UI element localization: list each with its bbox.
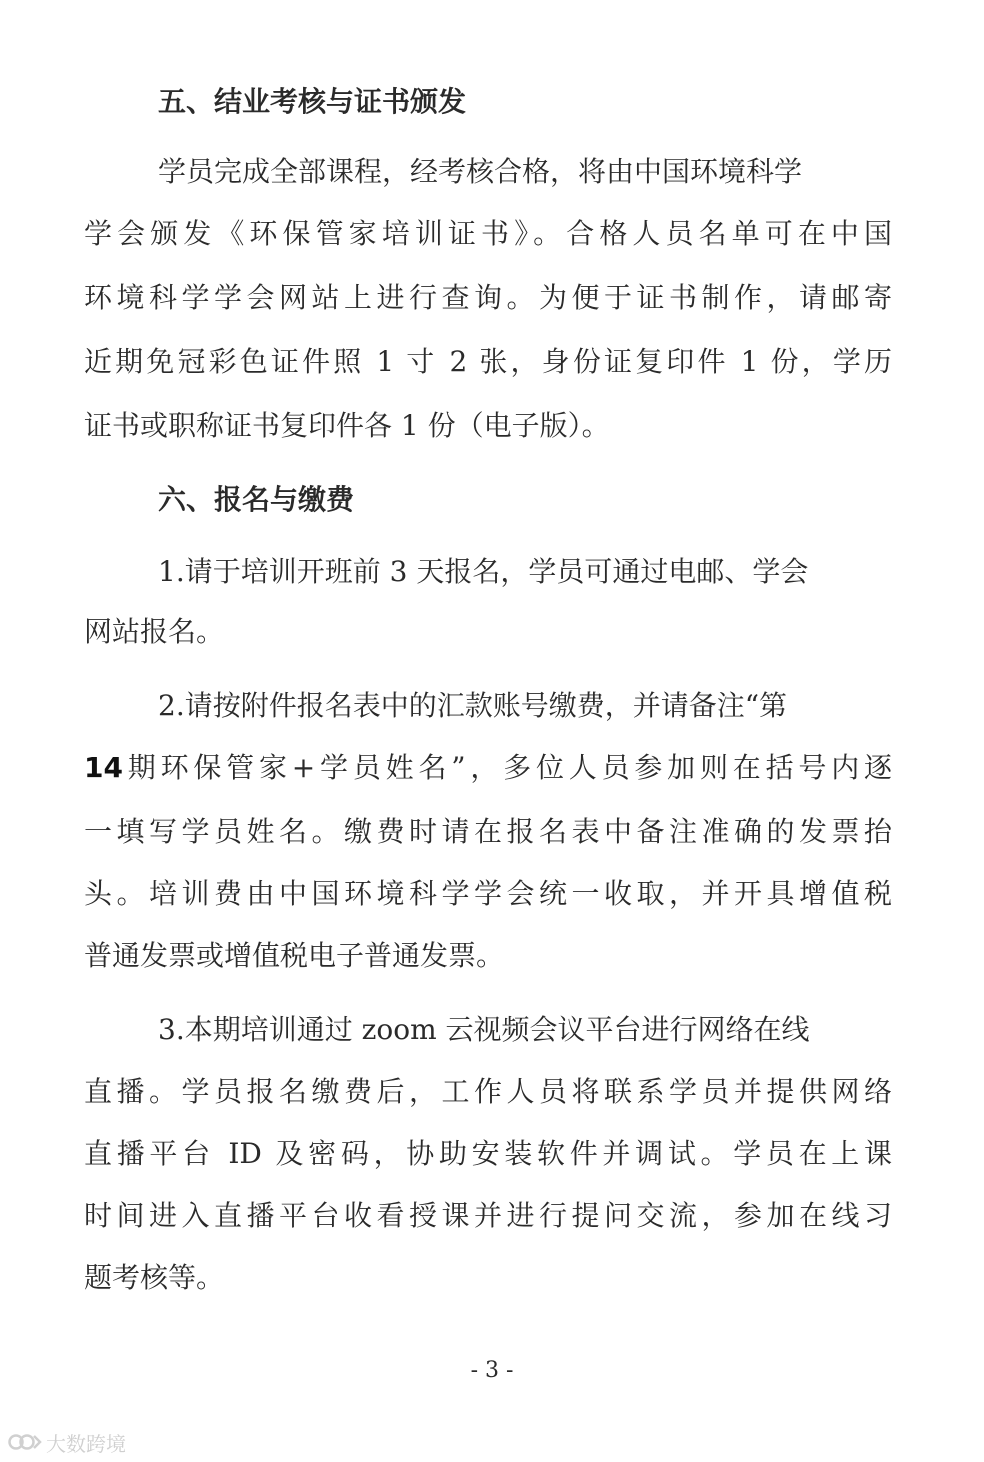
watermark-text: 大数跨境: [46, 1431, 126, 1456]
paragraph-line: 学员完成全部课程，经考核合格，将由中国环境科学: [158, 155, 803, 188]
page-number: - 3 -: [470, 1358, 514, 1383]
paragraph-line: 头。培训费由中国环境科学学会统一收取，并开具增值税: [84, 877, 892, 910]
paragraph-line: [84, 748, 892, 788]
paragraph-line: 网站报名。: [84, 615, 225, 648]
paragraph-line: 环境科学学会网站上进行查询。为便于证书制作，请邮寄: [84, 281, 892, 314]
paragraph-line: 学会颁发《环保管家培训证书》。合格人员名单可在中国: [84, 217, 892, 250]
paragraph-line: 一填写学员姓名。缴费时请在报名表中备注准确的发票抬: [84, 815, 892, 848]
paragraph-line: 1.请于培训开班前 3 天报名，学员可通过电邮、学会: [158, 555, 809, 588]
paragraph-line-text: 期环保管家+学员姓名”，多位人员参加则在括号内逐: [122, 751, 892, 784]
brand-logo-icon: [8, 1431, 42, 1453]
watermark: [8, 1428, 126, 1456]
section-heading-6: 六、报名与缴费: [158, 483, 355, 516]
paragraph-line: 题考核等。: [84, 1261, 225, 1294]
paragraph-line: 3.本期培训通过 zoom 云视频会议平台进行网络在线: [158, 1013, 810, 1046]
paragraph-line: 近期免冠彩色证件照 1 寸 2 张，身份证复印件 1 份，学历: [84, 345, 892, 378]
paragraph-line: 直播。学员报名缴费后，工作人员将联系学员并提供网络: [84, 1075, 892, 1108]
paragraph-line: 时间进入直播平台收看授课并进行提问交流，参加在线习: [84, 1199, 892, 1232]
paragraph-line: 直播平台 ID 及密码，协助安装软件并调试。学员在上课: [84, 1137, 892, 1170]
paragraph-line: 普通发票或增值税电子普通发票。: [84, 939, 505, 972]
issue-number: 14: [84, 751, 123, 784]
section-heading-5: 五、结业考核与证书颁发: [158, 85, 467, 118]
paragraph-line: 证书或职称证书复印件各 1 份（电子版）。: [84, 409, 610, 442]
paragraph-line: 2.请按附件报名表中的汇款账号缴费，并请备注“第: [158, 689, 788, 722]
